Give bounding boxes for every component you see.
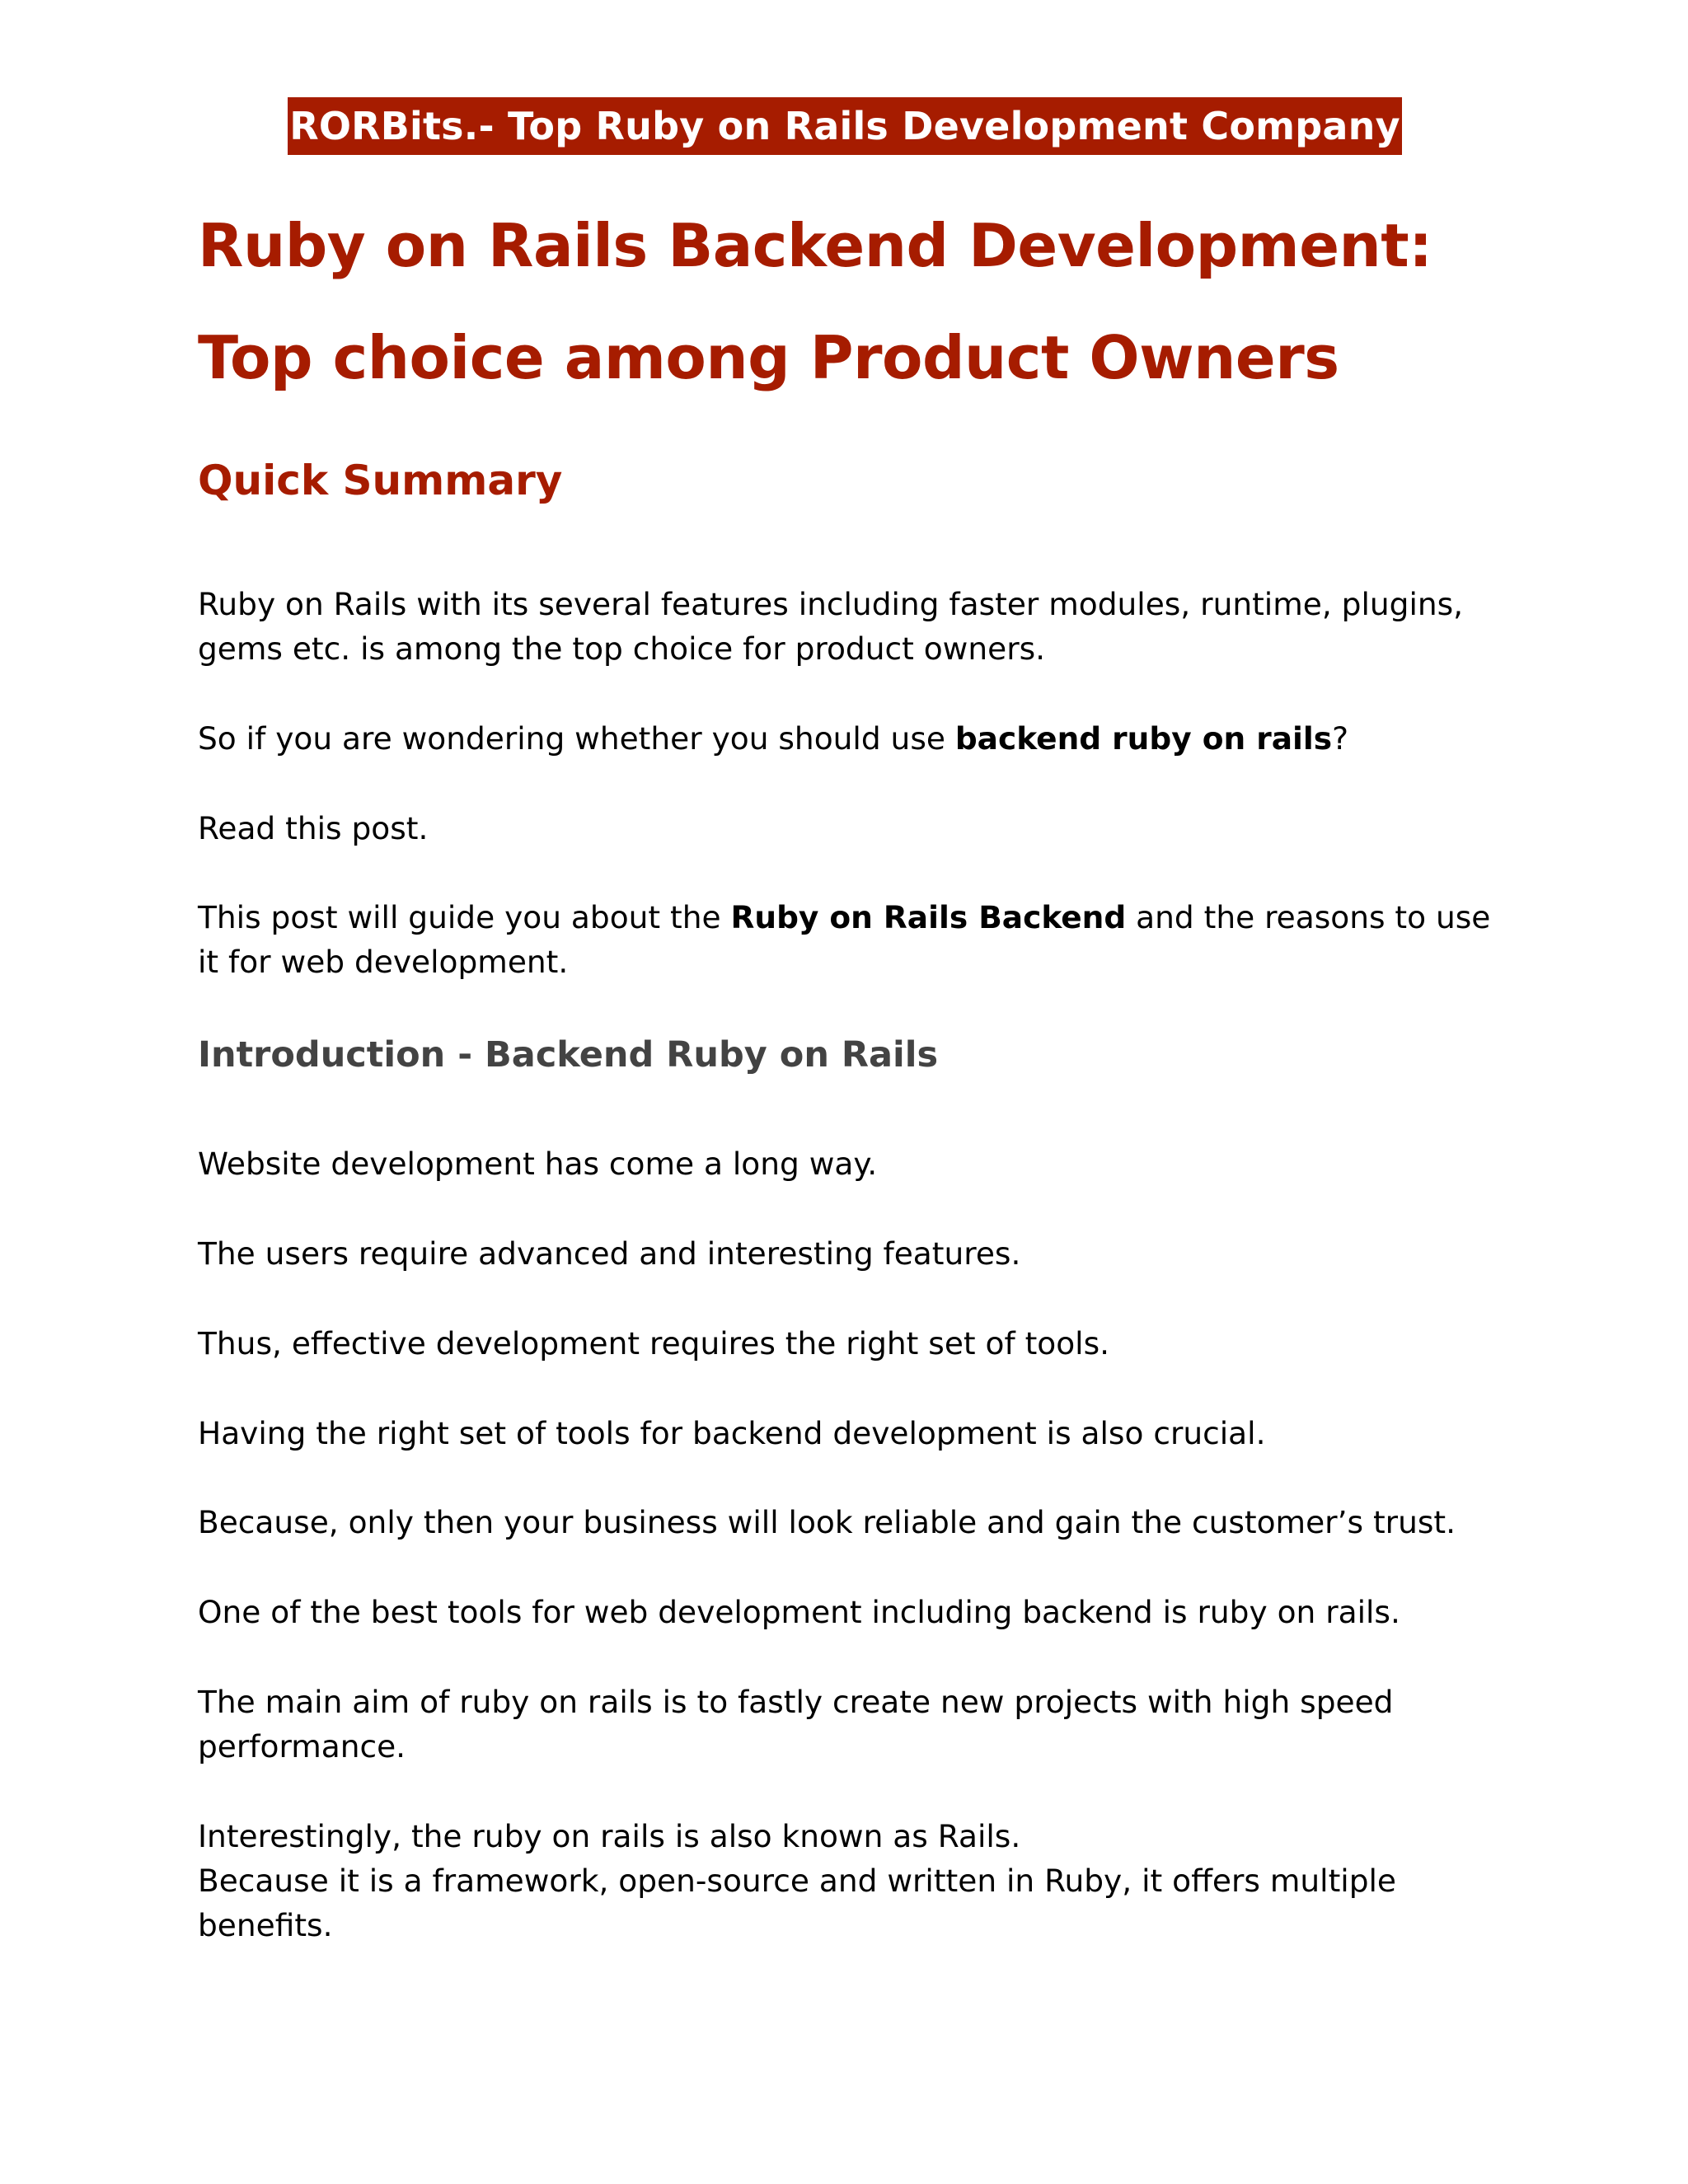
summary-paragraph-2-bold: backend ruby on rails	[954, 720, 1333, 757]
intro-paragraph-8-line-2: Because it is a framework, open-source and written in Ruby, it offers multiple benefits.	[198, 1863, 1396, 1943]
summary-paragraph-2	[198, 716, 1492, 761]
summary-paragraph-4	[198, 895, 1492, 984]
intro-paragraph-3: Thus, effective development requires the right set of tools.	[198, 1325, 1110, 1361]
summary-paragraph-1: Ruby on Rails with its several features including faster modules, runtime, plugins, gems etc. is among the top choice for product owners.	[198, 586, 1464, 667]
summary-paragraph-4-bold: Ruby on Rails Backend	[730, 899, 1127, 935]
intro-paragraph-1: Website development has come a long way.	[198, 1146, 878, 1182]
summary-paragraph-4-text-start: This post will guide you about the	[198, 899, 731, 935]
intro-paragraph-6: One of the best tools for web development including backend is ruby on rails.	[198, 1594, 1400, 1630]
page-title: Ruby on Rails Backend Development: Top choice among Product Owners	[198, 211, 1432, 392]
intro-paragraph-5: Because, only then your business will look reliable and gain the customer’s trust.	[198, 1504, 1456, 1540]
intro-paragraph-8-line-1: Interestingly, the ruby on rails is also known as Rails.	[198, 1818, 1021, 1854]
introduction-heading: Introduction - Backend Ruby on Rails	[198, 1034, 939, 1076]
intro-paragraph-8	[198, 1814, 1492, 1947]
summary-paragraph-2-text-end: ?	[1332, 720, 1348, 757]
intro-paragraph-4: Having the right set of tools for backend development is also crucial.	[198, 1415, 1266, 1451]
summary-paragraph-4-text-end: and the reasons to use it for web development.	[198, 899, 1491, 980]
summary-paragraph-2-text-start: So if you are wondering whether you should use	[198, 720, 955, 757]
quick-summary-heading: Quick Summary	[198, 457, 563, 504]
banner-container	[198, 97, 1492, 155]
intro-paragraph-2: The users require advanced and interesting features.	[198, 1235, 1021, 1272]
intro-paragraph-7: The main aim of ruby on rails is to fastly create new projects with high speed performance.	[198, 1684, 1394, 1765]
summary-paragraph-3: Read this post.	[198, 810, 429, 846]
company-banner: RORBits.- Top Ruby on Rails Development Company	[288, 97, 1402, 155]
